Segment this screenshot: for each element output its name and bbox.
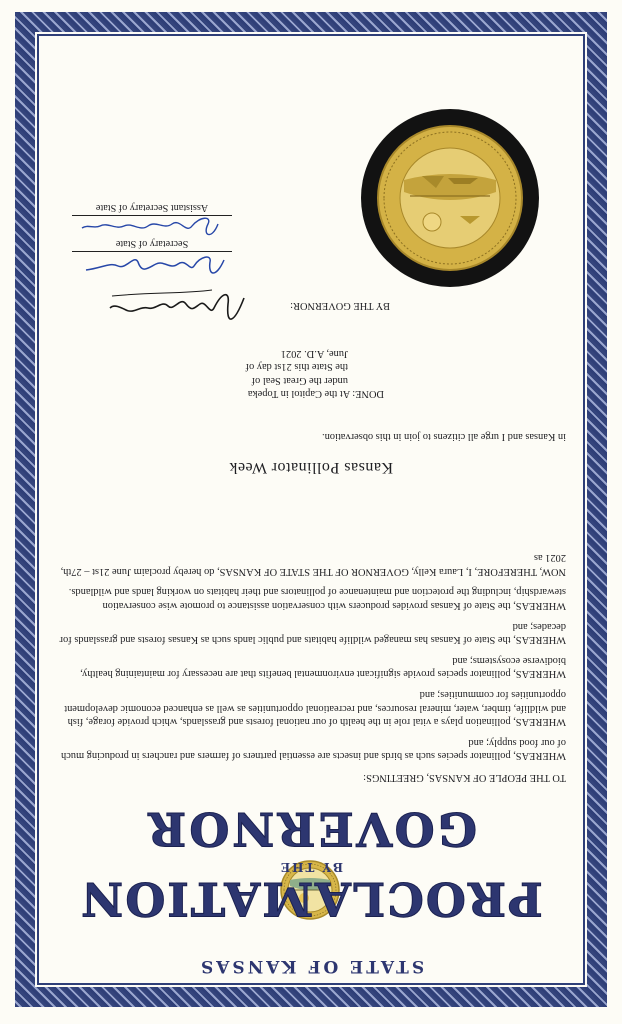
proclamation-heading: PROCLAMATION xyxy=(79,872,543,926)
proclamation-body xyxy=(54,544,566,784)
done-block xyxy=(184,346,384,400)
done-line: June, A.D. 2021 xyxy=(280,347,348,359)
governor-heading: GOVERNOR xyxy=(145,802,477,856)
by-the-governor-label: BY THE GOVERNOR: xyxy=(290,300,390,311)
proclaim-paragraph: NOW, THEREFORE, I, Laura Kelly, GOVERNOR OF THE STATE OF KANSAS, do hereby proclaim June 21st – 27th, 2021 as xyxy=(60,552,566,577)
greeting: TO THE PEOPLE OF KANSAS, GREETINGS: xyxy=(363,772,566,783)
secretary-of-state-label: Secretary of State xyxy=(115,238,189,249)
whereas-paragraph: WHEREAS, pollination plays a vital role in the health of our national forests and grasslands, which provide forage, fish and wildlife, timber, water, mineral resources, and recreational opportunities as well as enhanced economic development opportunities for communities; and xyxy=(64,689,566,728)
done-line: under the Great Seal of xyxy=(251,374,348,386)
done-line: DONE: At the Capitol in Topeka xyxy=(247,388,384,399)
assistant-signature-line xyxy=(72,215,232,216)
assistant-secretary-label: Assistant Secretary of State xyxy=(95,202,209,213)
great-seal-icon xyxy=(360,108,540,288)
whereas-paragraph: WHEREAS, pollinator species provide significant environmental benefits that are necessary for maintaining healthy, biodiverse ecosystems; and xyxy=(80,654,566,680)
whereas-paragraph: WHEREAS, the State of Kansas has managed wildlife habitats and public lands such as Kansas forests and grasslands for decades; and xyxy=(59,620,566,646)
by-the-heading: BY THE xyxy=(278,860,344,874)
whereas-paragraph: WHEREAS, the State of Kansas provides producers with conservation assistance to promote wise conservation stewardship, including the protection and maintenance of pollinators and their habitats on working lands and wildlands. xyxy=(68,586,566,612)
secretary-signature xyxy=(80,248,230,284)
done-line: the State this 21st day of xyxy=(245,361,348,373)
proclamation-title: Kansas Pollinator Week xyxy=(228,459,394,476)
state-heading: STATE OF KANSAS xyxy=(197,956,425,976)
closing-sentence: in Kansas and I urge all citizens to join in this observation. xyxy=(322,431,566,442)
governor-signature xyxy=(102,278,252,334)
secretary-signature-line xyxy=(72,251,232,252)
whereas-paragraph: WHEREAS, pollinator species such as birds and insects are essential partners of farmers and ranchers in producing much of our food supply; and xyxy=(61,736,566,762)
